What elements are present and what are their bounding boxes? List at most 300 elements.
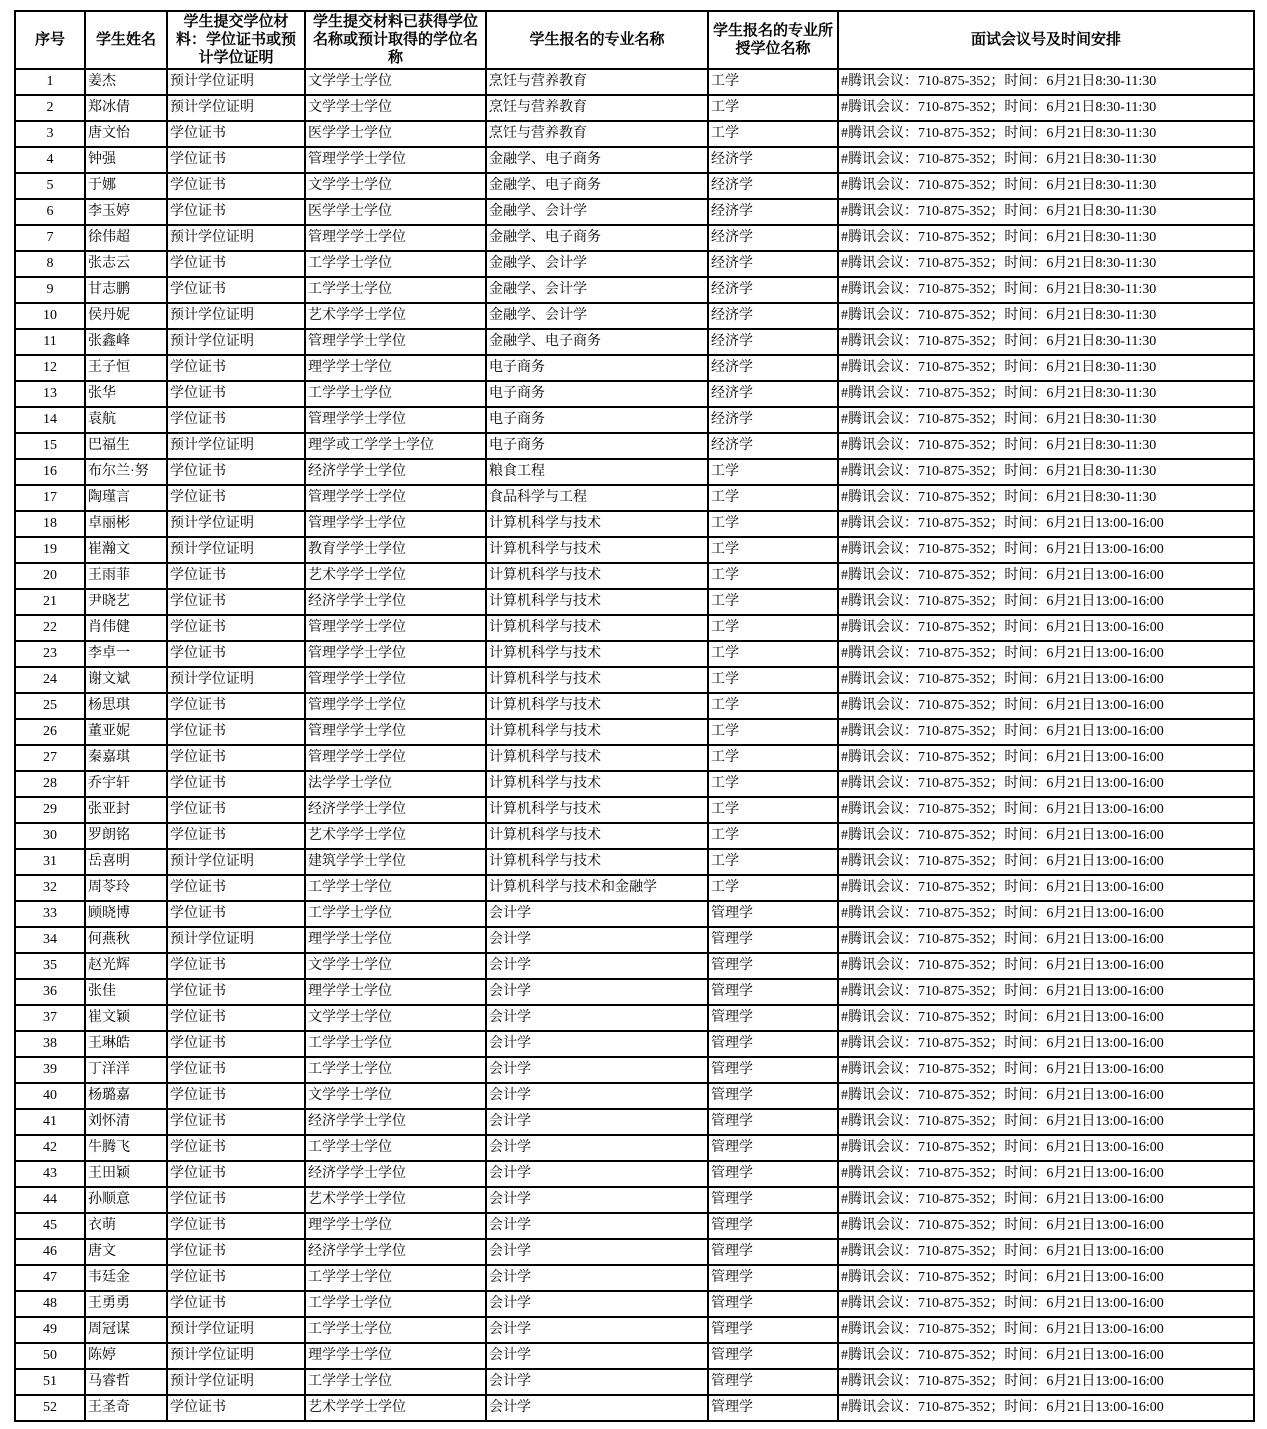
cell-major-name: 烹饪与营养教育 [486,121,708,147]
table-row [15,927,1254,953]
cell-degree-name: 管理学学士学位 [305,693,486,719]
cell-submitted-material: 学位证书 [167,355,305,381]
cell-student-name: 巴福生 [85,433,167,459]
cell-degree-name: 理学或工学学士学位 [305,433,486,459]
cell-degree-name: 工学学士学位 [305,251,486,277]
cell-degree-name: 工学学士学位 [305,1057,486,1083]
cell-index: 8 [15,251,85,277]
cell-degree-name: 医学学士学位 [305,121,486,147]
cell-index: 14 [15,407,85,433]
cell-degree-name: 法学学士学位 [305,771,486,797]
cell-student-name: 尹晓艺 [85,589,167,615]
cell-index: 33 [15,901,85,927]
cell-student-name: 侯丹妮 [85,303,167,329]
cell-index: 28 [15,771,85,797]
cell-conferred-degree: 管理学 [708,1005,838,1031]
table-row [15,329,1254,355]
cell-conferred-degree: 管理学 [708,901,838,927]
cell-index: 24 [15,667,85,693]
cell-meeting-info: #腾讯会议：710-875-352；时间：6月21日13:00-16:00 [838,875,1254,901]
cell-submitted-material: 学位证书 [167,121,305,147]
table-row [15,979,1254,1005]
cell-degree-name: 管理学学士学位 [305,329,486,355]
cell-student-name: 王田颖 [85,1161,167,1187]
cell-student-name: 于娜 [85,173,167,199]
cell-conferred-degree: 管理学 [708,1031,838,1057]
cell-major-name: 电子商务 [486,355,708,381]
cell-index: 27 [15,745,85,771]
cell-conferred-degree: 管理学 [708,1343,838,1369]
cell-major-name: 会计学 [486,1213,708,1239]
cell-degree-name: 工学学士学位 [305,875,486,901]
cell-major-name: 会计学 [486,1343,708,1369]
table-row [15,485,1254,511]
cell-index: 41 [15,1109,85,1135]
cell-index: 39 [15,1057,85,1083]
table-row [15,1291,1254,1317]
cell-major-name: 计算机科学与技术 [486,589,708,615]
cell-meeting-info: #腾讯会议：710-875-352；时间：6月21日8:30-11:30 [838,459,1254,485]
cell-conferred-degree: 工学 [708,667,838,693]
cell-submitted-material: 学位证书 [167,953,305,979]
cell-meeting-info: #腾讯会议：710-875-352；时间：6月21日13:00-16:00 [838,797,1254,823]
table-row [15,797,1254,823]
cell-student-name: 姜杰 [85,69,167,95]
cell-major-name: 计算机科学与技术 [486,849,708,875]
cell-major-name: 粮食工程 [486,459,708,485]
cell-degree-name: 管理学学士学位 [305,719,486,745]
cell-major-name: 金融学、电子商务 [486,147,708,173]
cell-meeting-info: #腾讯会议：710-875-352；时间：6月21日13:00-16:00 [838,1109,1254,1135]
table-body [15,69,1254,1421]
cell-submitted-material: 学位证书 [167,147,305,173]
cell-submitted-material: 预计学位证明 [167,927,305,953]
cell-degree-name: 文学学士学位 [305,95,486,121]
cell-major-name: 会计学 [486,979,708,1005]
cell-degree-name: 文学学士学位 [305,953,486,979]
cell-student-name: 丁洋洋 [85,1057,167,1083]
cell-degree-name: 艺术学学士学位 [305,563,486,589]
cell-conferred-degree: 工学 [708,485,838,511]
cell-student-name: 张志云 [85,251,167,277]
cell-submitted-material: 学位证书 [167,823,305,849]
cell-degree-name: 理学学士学位 [305,1343,486,1369]
cell-index: 51 [15,1369,85,1395]
cell-conferred-degree: 工学 [708,745,838,771]
cell-index: 21 [15,589,85,615]
cell-meeting-info: #腾讯会议：710-875-352；时间：6月21日13:00-16:00 [838,1343,1254,1369]
cell-meeting-info: #腾讯会议：710-875-352；时间：6月21日13:00-16:00 [838,1369,1254,1395]
cell-meeting-info: #腾讯会议：710-875-352；时间：6月21日8:30-11:30 [838,69,1254,95]
cell-conferred-degree: 工学 [708,95,838,121]
cell-degree-name: 文学学士学位 [305,1005,486,1031]
cell-major-name: 会计学 [486,1291,708,1317]
cell-meeting-info: #腾讯会议：710-875-352；时间：6月21日8:30-11:30 [838,355,1254,381]
cell-conferred-degree: 管理学 [708,1291,838,1317]
table-row [15,1109,1254,1135]
cell-meeting-info: #腾讯会议：710-875-352；时间：6月21日8:30-11:30 [838,303,1254,329]
cell-meeting-info: #腾讯会议：710-875-352；时间：6月21日13:00-16:00 [838,1265,1254,1291]
cell-conferred-degree: 经济学 [708,147,838,173]
cell-conferred-degree: 工学 [708,589,838,615]
cell-index: 19 [15,537,85,563]
table-row [15,511,1254,537]
cell-conferred-degree: 管理学 [708,927,838,953]
table-row [15,1369,1254,1395]
cell-major-name: 会计学 [486,1109,708,1135]
cell-meeting-info: #腾讯会议：710-875-352；时间：6月21日13:00-16:00 [838,953,1254,979]
cell-conferred-degree: 工学 [708,875,838,901]
cell-meeting-info: #腾讯会议：710-875-352；时间：6月21日8:30-11:30 [838,147,1254,173]
cell-index: 46 [15,1239,85,1265]
cell-conferred-degree: 管理学 [708,1109,838,1135]
table-row [15,1057,1254,1083]
table-row [15,693,1254,719]
table-row [15,69,1254,95]
cell-submitted-material: 预计学位证明 [167,1317,305,1343]
cell-conferred-degree: 工学 [708,121,838,147]
cell-submitted-material: 学位证书 [167,485,305,511]
cell-submitted-material: 学位证书 [167,745,305,771]
cell-degree-name: 管理学学士学位 [305,147,486,173]
cell-meeting-info: #腾讯会议：710-875-352；时间：6月21日13:00-16:00 [838,1031,1254,1057]
cell-major-name: 会计学 [486,1031,708,1057]
cell-major-name: 会计学 [486,1057,708,1083]
cell-index: 15 [15,433,85,459]
cell-index: 30 [15,823,85,849]
cell-major-name: 计算机科学与技术 [486,823,708,849]
table-row [15,355,1254,381]
cell-student-name: 崔文颖 [85,1005,167,1031]
cell-meeting-info: #腾讯会议：710-875-352；时间：6月21日13:00-16:00 [838,1291,1254,1317]
cell-major-name: 计算机科学与技术 [486,693,708,719]
cell-meeting-info: #腾讯会议：710-875-352；时间：6月21日8:30-11:30 [838,225,1254,251]
cell-degree-name: 工学学士学位 [305,1291,486,1317]
cell-index: 32 [15,875,85,901]
cell-degree-name: 管理学学士学位 [305,745,486,771]
cell-index: 13 [15,381,85,407]
cell-submitted-material: 学位证书 [167,797,305,823]
cell-major-name: 会计学 [486,1239,708,1265]
cell-conferred-degree: 工学 [708,537,838,563]
cell-student-name: 谢文斌 [85,667,167,693]
cell-degree-name: 经济学学士学位 [305,459,486,485]
cell-major-name: 烹饪与营养教育 [486,69,708,95]
cell-conferred-degree: 工学 [708,641,838,667]
cell-major-name: 计算机科学与技术 [486,745,708,771]
cell-degree-name: 经济学学士学位 [305,1109,486,1135]
table-row [15,147,1254,173]
cell-conferred-degree: 工学 [708,511,838,537]
cell-major-name: 金融学、电子商务 [486,173,708,199]
table-row [15,1135,1254,1161]
cell-meeting-info: #腾讯会议：710-875-352；时间：6月21日8:30-11:30 [838,329,1254,355]
cell-degree-name: 医学学士学位 [305,199,486,225]
cell-index: 38 [15,1031,85,1057]
cell-submitted-material: 学位证书 [167,771,305,797]
cell-degree-name: 管理学学士学位 [305,407,486,433]
cell-degree-name: 文学学士学位 [305,173,486,199]
cell-meeting-info: #腾讯会议：710-875-352；时间：6月21日13:00-16:00 [838,901,1254,927]
cell-index: 16 [15,459,85,485]
header-major-name: 学生报名的专业名称 [486,11,708,69]
cell-conferred-degree: 经济学 [708,433,838,459]
table-row [15,537,1254,563]
cell-submitted-material: 学位证书 [167,1057,305,1083]
cell-major-name: 计算机科学与技术 [486,719,708,745]
table-header [15,11,1254,69]
cell-major-name: 会计学 [486,1083,708,1109]
cell-degree-name: 工学学士学位 [305,901,486,927]
cell-student-name: 李卓一 [85,641,167,667]
cell-conferred-degree: 管理学 [708,1187,838,1213]
cell-index: 44 [15,1187,85,1213]
cell-submitted-material: 学位证书 [167,1161,305,1187]
cell-major-name: 会计学 [486,901,708,927]
cell-meeting-info: #腾讯会议：710-875-352；时间：6月21日13:00-16:00 [838,1395,1254,1421]
header-index: 序号 [15,11,85,69]
cell-conferred-degree: 管理学 [708,1395,838,1421]
cell-student-name: 卓丽彬 [85,511,167,537]
cell-student-name: 杨思琪 [85,693,167,719]
cell-submitted-material: 学位证书 [167,1109,305,1135]
cell-major-name: 会计学 [486,1317,708,1343]
cell-submitted-material: 预计学位证明 [167,849,305,875]
cell-meeting-info: #腾讯会议：710-875-352；时间：6月21日13:00-16:00 [838,589,1254,615]
cell-conferred-degree: 工学 [708,459,838,485]
cell-index: 37 [15,1005,85,1031]
table-row [15,381,1254,407]
table-row [15,1161,1254,1187]
cell-student-name: 周苓玲 [85,875,167,901]
cell-degree-name: 管理学学士学位 [305,641,486,667]
cell-submitted-material: 预计学位证明 [167,303,305,329]
cell-student-name: 刘怀清 [85,1109,167,1135]
cell-index: 48 [15,1291,85,1317]
cell-meeting-info: #腾讯会议：710-875-352；时间：6月21日8:30-11:30 [838,433,1254,459]
cell-student-name: 孙顺意 [85,1187,167,1213]
cell-degree-name: 文学学士学位 [305,69,486,95]
cell-major-name: 计算机科学与技术 [486,615,708,641]
cell-major-name: 金融学、会计学 [486,199,708,225]
cell-conferred-degree: 管理学 [708,1161,838,1187]
cell-major-name: 会计学 [486,1005,708,1031]
cell-index: 34 [15,927,85,953]
cell-conferred-degree: 工学 [708,719,838,745]
cell-degree-name: 工学学士学位 [305,1369,486,1395]
table-row [15,875,1254,901]
cell-conferred-degree: 经济学 [708,355,838,381]
cell-meeting-info: #腾讯会议：710-875-352；时间：6月21日13:00-16:00 [838,1213,1254,1239]
table-row [15,771,1254,797]
table-row [15,667,1254,693]
table-row [15,901,1254,927]
cell-meeting-info: #腾讯会议：710-875-352；时间：6月21日8:30-11:30 [838,277,1254,303]
cell-degree-name: 教育学学士学位 [305,537,486,563]
cell-conferred-degree: 工学 [708,771,838,797]
header-conferred-degree: 学生报名的专业所授学位名称 [708,11,838,69]
cell-submitted-material: 学位证书 [167,589,305,615]
cell-meeting-info: #腾讯会议：710-875-352；时间：6月21日13:00-16:00 [838,511,1254,537]
cell-student-name: 肖伟健 [85,615,167,641]
cell-submitted-material: 学位证书 [167,1005,305,1031]
cell-conferred-degree: 工学 [708,69,838,95]
cell-degree-name: 艺术学学士学位 [305,823,486,849]
table-row [15,589,1254,615]
cell-student-name: 张亚封 [85,797,167,823]
cell-student-name: 袁航 [85,407,167,433]
cell-meeting-info: #腾讯会议：710-875-352；时间：6月21日13:00-16:00 [838,719,1254,745]
header-row [15,11,1254,69]
cell-index: 2 [15,95,85,121]
cell-meeting-info: #腾讯会议：710-875-352；时间：6月21日13:00-16:00 [838,927,1254,953]
cell-major-name: 食品科学与工程 [486,485,708,511]
cell-degree-name: 艺术学学士学位 [305,303,486,329]
cell-degree-name: 理学学士学位 [305,979,486,1005]
cell-meeting-info: #腾讯会议：710-875-352；时间：6月21日13:00-16:00 [838,1187,1254,1213]
cell-degree-name: 工学学士学位 [305,1265,486,1291]
table-row [15,1083,1254,1109]
cell-submitted-material: 学位证书 [167,1239,305,1265]
cell-meeting-info: #腾讯会议：710-875-352；时间：6月21日13:00-16:00 [838,615,1254,641]
cell-student-name: 罗朗铭 [85,823,167,849]
header-degree-name: 学生提交材料已获得学位名称或预计取得的学位名称 [305,11,486,69]
cell-submitted-material: 学位证书 [167,459,305,485]
cell-conferred-degree: 经济学 [708,303,838,329]
cell-meeting-info: #腾讯会议：710-875-352；时间：6月21日13:00-16:00 [838,1083,1254,1109]
cell-student-name: 韦廷金 [85,1265,167,1291]
cell-submitted-material: 学位证书 [167,1395,305,1421]
cell-major-name: 计算机科学与技术 [486,667,708,693]
cell-index: 7 [15,225,85,251]
cell-major-name: 金融学、会计学 [486,251,708,277]
cell-submitted-material: 学位证书 [167,979,305,1005]
cell-index: 11 [15,329,85,355]
cell-meeting-info: #腾讯会议：710-875-352；时间：6月21日8:30-11:30 [838,407,1254,433]
cell-student-name: 顾晓博 [85,901,167,927]
table-row [15,173,1254,199]
cell-conferred-degree: 管理学 [708,1213,838,1239]
cell-index: 20 [15,563,85,589]
cell-degree-name: 经济学学士学位 [305,1239,486,1265]
table-row [15,225,1254,251]
cell-major-name: 计算机科学与技术 [486,511,708,537]
cell-degree-name: 工学学士学位 [305,1317,486,1343]
cell-submitted-material: 学位证书 [167,1265,305,1291]
cell-student-name: 唐文怡 [85,121,167,147]
cell-conferred-degree: 经济学 [708,329,838,355]
table-row [15,303,1254,329]
cell-index: 23 [15,641,85,667]
cell-index: 52 [15,1395,85,1421]
table-row [15,1239,1254,1265]
table-row [15,615,1254,641]
table-row [15,121,1254,147]
cell-degree-name: 管理学学士学位 [305,511,486,537]
cell-student-name: 陈婷 [85,1343,167,1369]
cell-degree-name: 经济学学士学位 [305,797,486,823]
cell-conferred-degree: 管理学 [708,1135,838,1161]
cell-major-name: 计算机科学与技术 [486,771,708,797]
cell-degree-name: 建筑学学士学位 [305,849,486,875]
cell-major-name: 金融学、电子商务 [486,225,708,251]
cell-meeting-info: #腾讯会议：710-875-352；时间：6月21日13:00-16:00 [838,667,1254,693]
cell-conferred-degree: 管理学 [708,1239,838,1265]
cell-index: 17 [15,485,85,511]
cell-degree-name: 管理学学士学位 [305,667,486,693]
table-row [15,1317,1254,1343]
cell-conferred-degree: 工学 [708,563,838,589]
table-row [15,1395,1254,1421]
cell-student-name: 董亚妮 [85,719,167,745]
table-row [15,563,1254,589]
cell-conferred-degree: 管理学 [708,953,838,979]
cell-submitted-material: 预计学位证明 [167,433,305,459]
cell-degree-name: 管理学学士学位 [305,225,486,251]
cell-index: 12 [15,355,85,381]
cell-index: 3 [15,121,85,147]
cell-degree-name: 理学学士学位 [305,1213,486,1239]
cell-student-name: 崔瀚文 [85,537,167,563]
cell-meeting-info: #腾讯会议：710-875-352；时间：6月21日13:00-16:00 [838,563,1254,589]
cell-submitted-material: 学位证书 [167,199,305,225]
cell-degree-name: 经济学学士学位 [305,1161,486,1187]
table-row [15,251,1254,277]
cell-index: 43 [15,1161,85,1187]
table-row [15,1213,1254,1239]
cell-index: 31 [15,849,85,875]
cell-student-name: 徐伟超 [85,225,167,251]
cell-submitted-material: 学位证书 [167,1031,305,1057]
cell-student-name: 钟强 [85,147,167,173]
table-row [15,849,1254,875]
cell-major-name: 会计学 [486,1161,708,1187]
cell-meeting-info: #腾讯会议：710-875-352；时间：6月21日13:00-16:00 [838,641,1254,667]
cell-index: 9 [15,277,85,303]
cell-major-name: 金融学、电子商务 [486,329,708,355]
cell-index: 26 [15,719,85,745]
table-row [15,1005,1254,1031]
cell-index: 25 [15,693,85,719]
cell-index: 5 [15,173,85,199]
cell-student-name: 甘志鹏 [85,277,167,303]
cell-submitted-material: 预计学位证明 [167,95,305,121]
cell-student-name: 周冠谋 [85,1317,167,1343]
cell-major-name: 金融学、会计学 [486,277,708,303]
cell-submitted-material: 学位证书 [167,251,305,277]
header-submitted-material: 学生提交学位材料：学位证书或预计学位证明 [167,11,305,69]
cell-submitted-material: 学位证书 [167,563,305,589]
cell-major-name: 电子商务 [486,407,708,433]
cell-degree-name: 管理学学士学位 [305,615,486,641]
cell-submitted-material: 学位证书 [167,901,305,927]
table-row [15,1343,1254,1369]
cell-submitted-material: 学位证书 [167,381,305,407]
header-meeting-info: 面试会议号及时间安排 [838,11,1254,69]
cell-submitted-material: 预计学位证明 [167,511,305,537]
table-row [15,459,1254,485]
cell-degree-name: 艺术学学士学位 [305,1187,486,1213]
cell-submitted-material: 学位证书 [167,1187,305,1213]
cell-meeting-info: #腾讯会议：710-875-352；时间：6月21日13:00-16:00 [838,1135,1254,1161]
cell-submitted-material: 学位证书 [167,1135,305,1161]
cell-student-name: 王子恒 [85,355,167,381]
cell-meeting-info: #腾讯会议：710-875-352；时间：6月21日8:30-11:30 [838,251,1254,277]
cell-index: 35 [15,953,85,979]
cell-index: 6 [15,199,85,225]
cell-submitted-material: 预计学位证明 [167,329,305,355]
cell-conferred-degree: 工学 [708,849,838,875]
